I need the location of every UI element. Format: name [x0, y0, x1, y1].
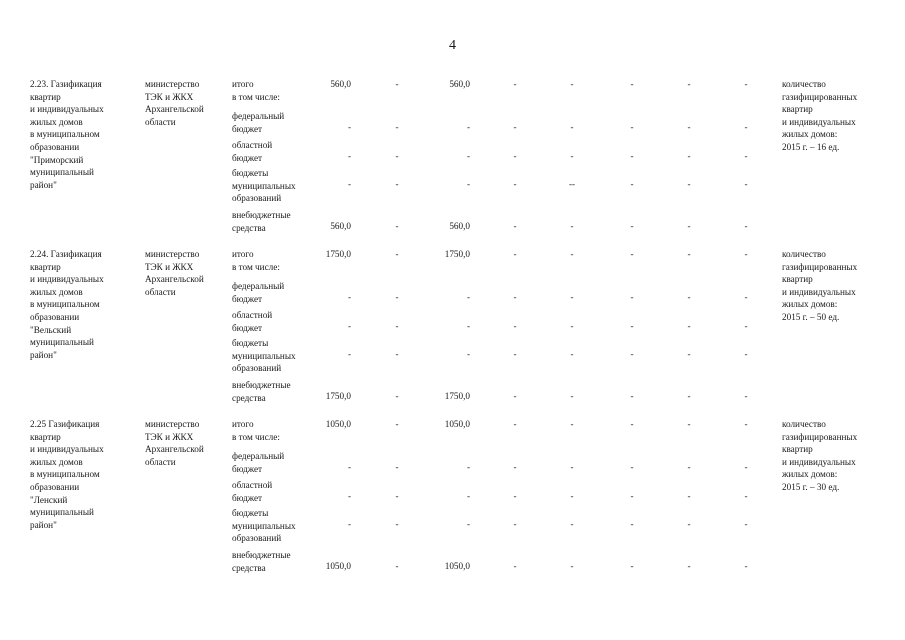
funding-value-cell: 1750,0 [444, 390, 470, 401]
funding-value-cell: - [687, 79, 691, 89]
funding-source-line: областной [232, 140, 273, 150]
measure-name-line: район" [30, 179, 57, 190]
funding-value-cell: 1750,0 [325, 249, 351, 259]
funding-value-cell: - [630, 220, 634, 231]
expected-result-line: 2015 г. – 50 ед. [782, 312, 840, 322]
measure-name-line: образовании [30, 312, 80, 322]
funding-value-cell: - [347, 291, 351, 302]
funding-source-line: средства [232, 562, 266, 573]
expected-result-line: квартир [782, 274, 813, 285]
expected-result-line: газифицированных [782, 261, 858, 272]
page-number: 4 [449, 38, 456, 53]
funding-value-cell: - [570, 249, 574, 259]
funding-value-cell: - [687, 390, 691, 401]
funding-value-cell: - [744, 490, 748, 501]
measure-name-line: жилых домов [30, 116, 83, 127]
funding-source-line: средства [232, 222, 266, 233]
funding-source-line: муниципальных [232, 180, 296, 191]
expected-result-line: газифицированных [782, 91, 858, 102]
funding-value-cell: - [513, 461, 517, 472]
funding-value-cell: - [744, 178, 748, 189]
funding-value-cell: - [466, 518, 470, 529]
measure-name-line: квартир [30, 91, 61, 102]
funding-value-cell: - [395, 249, 399, 259]
funding-value-cell: - [347, 150, 351, 161]
funding-value-cell: - [630, 320, 634, 331]
funding-value-cell: - [570, 560, 574, 571]
funding-value-cell: - [395, 150, 399, 161]
responsible-executor-line: области [145, 456, 176, 467]
responsible-executor-line: ТЭК и ЖКХ [145, 91, 194, 102]
funding-source-line: бюджет [232, 492, 263, 503]
funding-value-cell: - [744, 518, 748, 529]
funding-source-line: бюджеты [232, 338, 269, 348]
funding-source-line: средства [232, 392, 266, 403]
funding-value-cell: - [570, 220, 574, 231]
funding-value-cell: - [744, 220, 748, 231]
responsible-executor-line: области [145, 286, 176, 297]
funding-value-cell: - [513, 178, 517, 189]
funding-value-cell: - [395, 490, 399, 501]
measure-name-line: "Приморский [30, 154, 84, 165]
funding-value-cell: - [570, 419, 574, 429]
table-row [0, 78, 905, 248]
funding-value-cell: - [630, 560, 634, 571]
funding-value-cell: - [570, 490, 574, 501]
funding-value-cell: - [570, 121, 574, 132]
measure-name-line: район" [30, 519, 57, 530]
measure-name-line: "Вельский [30, 324, 72, 335]
funding-source-line: образований [232, 533, 282, 544]
funding-value-cell: - [570, 79, 574, 89]
funding-source-line: образований [232, 193, 282, 204]
funding-value-cell: - [347, 320, 351, 331]
funding-source-line: федеральный [232, 451, 285, 461]
funding-value-cell: - [466, 291, 470, 302]
funding-value-cell: 1750,0 [325, 390, 351, 401]
responsible-executor-line: министерство [145, 79, 200, 89]
funding-source-line: бюджет [232, 322, 263, 333]
expected-result-line: квартир [782, 444, 813, 455]
funding-value-cell: - [395, 461, 399, 472]
funding-value-cell: - [687, 249, 691, 259]
funding-source-line: итого [232, 79, 254, 89]
measure-name-line: жилых домов [30, 286, 83, 297]
funding-value-cell: - [395, 121, 399, 132]
funding-value-cell: - [513, 390, 517, 401]
funding-value-cell: 1750,0 [444, 249, 470, 259]
funding-value-cell: - [466, 320, 470, 331]
funding-source-line: бюджет [232, 293, 263, 304]
funding-value-cell: - [395, 79, 399, 89]
funding-value-cell: - [466, 461, 470, 472]
measure-name-line: квартир [30, 431, 61, 442]
funding-value-cell: - [630, 150, 634, 161]
funding-value-cell: - [744, 150, 748, 161]
funding-value-cell: - [513, 348, 517, 359]
funding-value-cell: - [466, 150, 470, 161]
measure-name-line: в муниципальном [30, 299, 100, 310]
measure-name-line: и индивидуальных [30, 444, 104, 455]
measure-name-line: квартир [30, 261, 61, 272]
expected-result-line: количество [782, 79, 826, 89]
funding-value-cell: - [687, 150, 691, 161]
funding-value-cell: 1050,0 [444, 419, 470, 429]
funding-source-line: областной [232, 310, 273, 320]
expected-result-line: жилых домов: [782, 469, 838, 480]
funding-value-cell: - [744, 461, 748, 472]
funding-source-line: бюджеты [232, 508, 269, 518]
funding-value-cell: - [687, 220, 691, 231]
responsible-executor-line: министерство [145, 249, 200, 259]
expected-result-line: жилых домов: [782, 129, 838, 140]
funding-value-cell: - [513, 220, 517, 231]
funding-source-line: итого [232, 249, 254, 259]
funding-value-cell: - [630, 249, 634, 259]
expected-result-line: квартир [782, 104, 813, 115]
measure-name-line: "Ленский [30, 494, 68, 505]
funding-source-line: в том числе: [232, 432, 280, 442]
funding-source-line: бюджет [232, 152, 263, 163]
funding-value-cell: - [570, 150, 574, 161]
funding-value-cell: - [395, 390, 399, 401]
funding-value-cell: - [395, 518, 399, 529]
funding-value-cell: - [347, 121, 351, 132]
funding-value-cell: - [744, 121, 748, 132]
expected-result-line: и индивидуальных [782, 286, 856, 297]
expected-result-line: количество [782, 249, 826, 259]
measure-name-line: жилых домов [30, 456, 83, 467]
funding-value-cell: - [744, 320, 748, 331]
funding-source-line: муниципальных [232, 520, 296, 531]
funding-value-cell: - [395, 560, 399, 571]
measure-name-line: и индивидуальных [30, 274, 104, 285]
funding-value-cell: - [347, 518, 351, 529]
funding-value-cell: 560,0 [330, 79, 351, 89]
funding-value-cell: - [687, 419, 691, 429]
measure-name-line: муниципальный [30, 167, 94, 178]
funding-value-cell: - [744, 560, 748, 571]
funding-value-cell: - [570, 518, 574, 529]
funding-value-cell: - [744, 249, 748, 259]
funding-value-cell: - [513, 150, 517, 161]
responsible-executor-line: Архангельской [145, 444, 204, 455]
measure-name-line: 2.24. Газификация [30, 249, 102, 259]
responsible-executor-line: области [145, 116, 176, 127]
funding-source-line: муниципальных [232, 350, 296, 361]
expected-result-line: газифицированных [782, 431, 858, 442]
funding-value-cell: - [347, 490, 351, 501]
measure-name-line: муниципальный [30, 337, 94, 348]
funding-value-cell: 1050,0 [325, 419, 351, 429]
funding-value-cell: - [687, 348, 691, 359]
funding-source-line: внебюджетные [232, 380, 291, 390]
funding-value-cell: - [466, 121, 470, 132]
funding-source-line: внебюджетные [232, 210, 291, 220]
funding-value-cell: - [466, 490, 470, 501]
funding-value-cell: - [513, 249, 517, 259]
funding-value-cell: -- [568, 178, 576, 189]
funding-value-cell: 1050,0 [325, 560, 351, 571]
measure-name-line: 2.23. Газификация [30, 79, 102, 89]
funding-value-cell: - [395, 419, 399, 429]
expected-result-line: жилых домов: [782, 299, 838, 310]
funding-value-cell: - [513, 79, 517, 89]
measure-name-line: в муниципальном [30, 469, 100, 480]
funding-value-cell: 560,0 [330, 220, 351, 231]
funding-value-cell: - [395, 178, 399, 189]
funding-value-cell: - [513, 320, 517, 331]
responsible-executor-line: ТЭК и ЖКХ [145, 431, 194, 442]
responsible-executor-line: Архангельской [145, 274, 204, 285]
expected-result-line: и индивидуальных [782, 116, 856, 127]
funding-value-cell: - [570, 390, 574, 401]
funding-value-cell: - [744, 390, 748, 401]
funding-value-cell: - [744, 348, 748, 359]
funding-value-cell: - [570, 291, 574, 302]
funding-value-cell: - [513, 121, 517, 132]
funding-value-cell: - [395, 348, 399, 359]
funding-value-cell: - [630, 291, 634, 302]
funding-value-cell: - [687, 560, 691, 571]
funding-source-line: областной [232, 480, 273, 490]
funding-source-line: бюджеты [232, 168, 269, 178]
funding-value-cell: - [687, 518, 691, 529]
expected-result-line: и индивидуальных [782, 456, 856, 467]
funding-value-cell: - [347, 348, 351, 359]
funding-value-cell: - [347, 461, 351, 472]
funding-value-cell: - [687, 121, 691, 132]
funding-value-cell: - [570, 461, 574, 472]
funding-value-cell: - [687, 490, 691, 501]
funding-value-cell: - [744, 79, 748, 89]
funding-value-cell: - [630, 518, 634, 529]
funding-value-cell: - [630, 121, 634, 132]
funding-value-cell: - [630, 348, 634, 359]
funding-source-line: итого [232, 419, 254, 429]
measure-name-line: образовании [30, 482, 80, 492]
funding-value-cell: - [630, 490, 634, 501]
responsible-executor-line: Архангельской [145, 104, 204, 115]
funding-value-cell: - [687, 291, 691, 302]
funding-value-cell: - [630, 79, 634, 89]
funding-value-cell: - [687, 320, 691, 331]
measure-name-line: образовании [30, 142, 80, 152]
funding-value-cell: - [513, 291, 517, 302]
funding-value-cell: - [347, 178, 351, 189]
funding-value-cell: - [570, 348, 574, 359]
funding-source-line: образований [232, 363, 282, 374]
funding-source-line: федеральный [232, 111, 285, 121]
funding-source-line: внебюджетные [232, 550, 291, 560]
funding-value-cell: - [513, 518, 517, 529]
table-row [0, 248, 905, 418]
expected-result-line: количество [782, 419, 826, 429]
expected-result-line: 2015 г. – 16 ед. [782, 142, 840, 152]
expected-result-line: 2015 г. – 30 ед. [782, 482, 840, 492]
funding-value-cell: - [395, 320, 399, 331]
funding-value-cell: - [744, 291, 748, 302]
funding-value-cell: - [570, 320, 574, 331]
funding-value-cell: 560,0 [449, 220, 470, 231]
funding-source-line: федеральный [232, 281, 285, 291]
funding-value-cell: - [687, 178, 691, 189]
funding-value-cell: - [630, 461, 634, 472]
funding-value-cell: - [630, 178, 634, 189]
responsible-executor-line: ТЭК и ЖКХ [145, 261, 194, 272]
funding-value-cell: - [395, 220, 399, 231]
funding-source-line: бюджет [232, 123, 263, 134]
measure-name-line: муниципальный [30, 507, 94, 518]
funding-value-cell: - [513, 560, 517, 571]
funding-value-cell: 560,0 [449, 79, 470, 89]
funding-value-cell: - [466, 178, 470, 189]
responsible-executor-line: министерство [145, 419, 200, 429]
funding-value-cell: - [630, 419, 634, 429]
funding-source-line: в том числе: [232, 92, 280, 102]
funding-value-cell: - [466, 348, 470, 359]
funding-value-cell: - [744, 419, 748, 429]
funding-value-cell: - [395, 291, 399, 302]
table-row [0, 418, 905, 588]
funding-value-cell: - [513, 490, 517, 501]
measure-name-line: в муниципальном [30, 129, 100, 140]
funding-source-line: в том числе: [232, 262, 280, 272]
funding-source-line: бюджет [232, 463, 263, 474]
funding-value-cell: 1050,0 [444, 560, 470, 571]
measure-name-line: и индивидуальных [30, 104, 104, 115]
funding-value-cell: - [513, 419, 517, 429]
measure-name-line: 2.25 Газификация [30, 419, 100, 429]
measure-name-line: район" [30, 349, 57, 360]
funding-value-cell: - [687, 461, 691, 472]
funding-value-cell: - [630, 390, 634, 401]
